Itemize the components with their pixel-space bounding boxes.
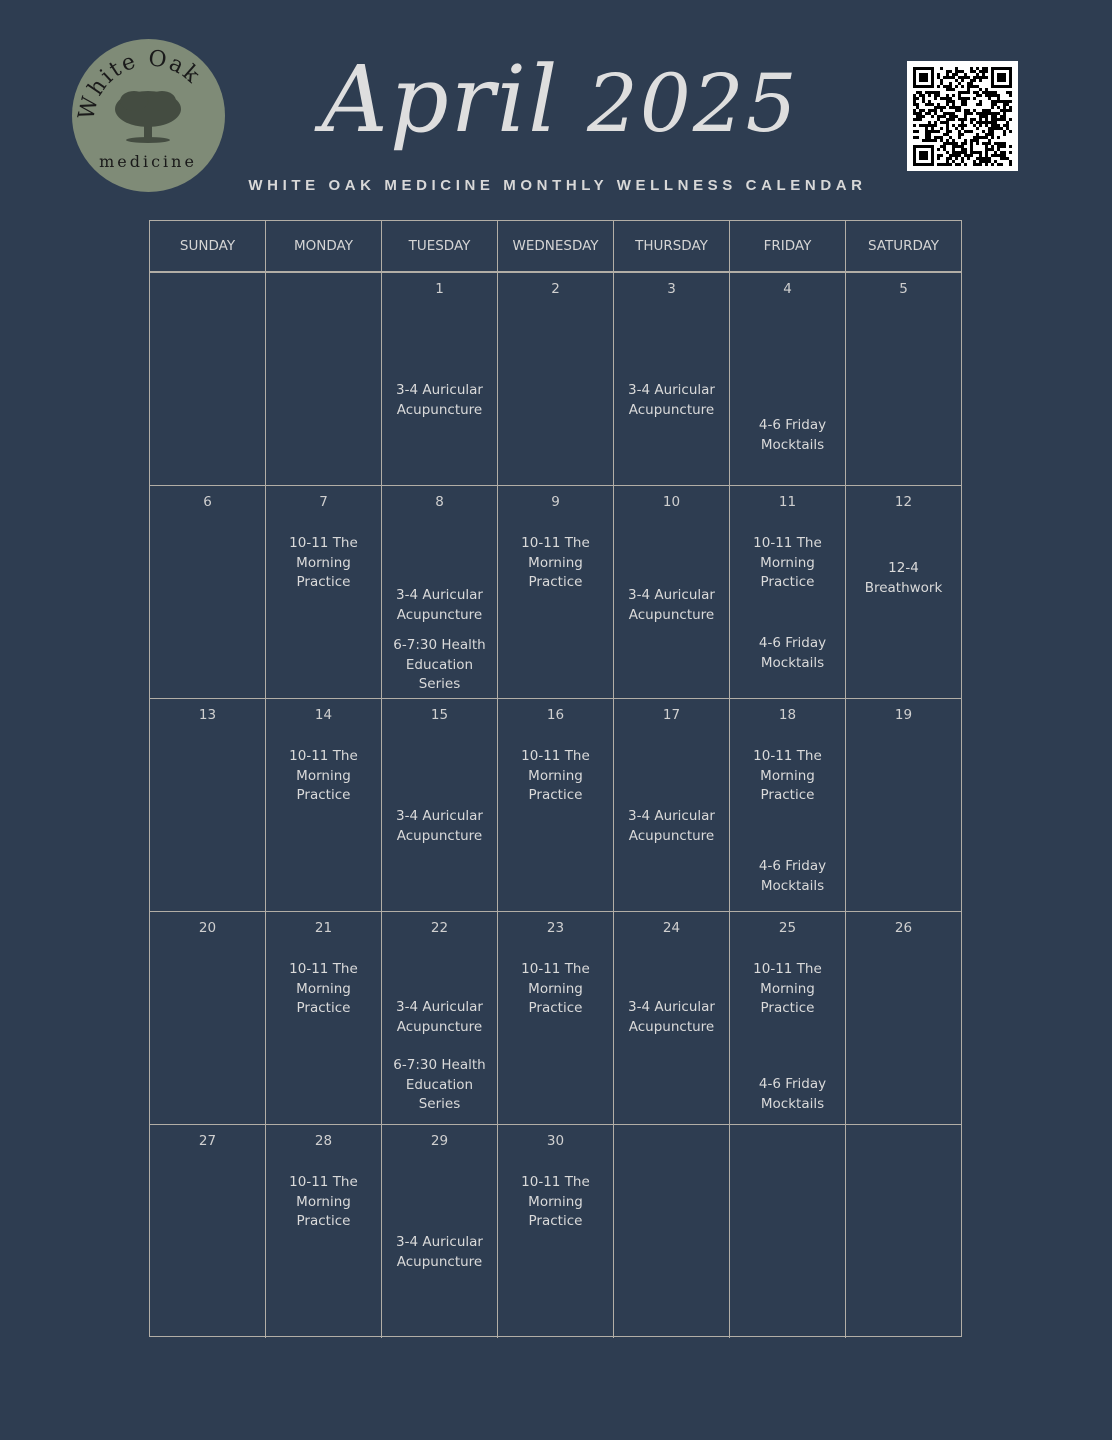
day-number: 19 <box>894 707 913 723</box>
day-number: 27 <box>198 1133 217 1149</box>
day-cell[interactable] <box>382 912 498 1124</box>
event-breathwork[interactable]: 12-4 Breathwork <box>864 560 943 596</box>
day-cell[interactable] <box>614 912 730 1124</box>
day-cell[interactable] <box>498 699 614 911</box>
day-number: 24 <box>662 920 681 936</box>
day-cell[interactable] <box>382 1125 498 1338</box>
day-cell[interactable] <box>846 486 961 698</box>
day-number: 8 <box>435 494 444 510</box>
calendar-week <box>150 912 961 1125</box>
day-cell[interactable] <box>730 912 846 1124</box>
day-cell[interactable] <box>382 486 498 698</box>
day-cell[interactable] <box>498 912 614 1124</box>
calendar-week <box>150 699 961 912</box>
event-morning[interactable]: 10-11 The Morning Practice <box>521 1174 590 1229</box>
event-mocktails[interactable]: 4-6 Friday Mocktails <box>758 417 827 453</box>
day-number: 15 <box>430 707 449 723</box>
event-mocktails[interactable]: 4-6 Friday Mocktails <box>758 635 827 671</box>
day-number: 16 <box>546 707 565 723</box>
day-number: 29 <box>430 1133 449 1149</box>
day-number: 3 <box>667 281 676 297</box>
svg-text:medicine: medicine <box>99 152 197 171</box>
event-health[interactable]: 6-7:30 Health Education Series <box>393 637 486 692</box>
page-title <box>300 30 820 170</box>
day-cell[interactable] <box>150 486 266 698</box>
day-number: 5 <box>899 281 908 297</box>
event-morning[interactable]: 10-11 The Morning Practice <box>289 961 358 1016</box>
event-auricular[interactable]: 3-4 Auricular Acupuncture <box>396 999 483 1035</box>
day-number: 2 <box>551 281 560 297</box>
event-morning[interactable]: 10-11 The Morning Practice <box>753 961 822 1016</box>
event-auricular[interactable]: 3-4 Auricular Acupuncture <box>396 808 483 844</box>
day-cell[interactable] <box>846 912 961 1124</box>
event-auricular[interactable]: 3-4 Auricular Acupuncture <box>396 382 483 418</box>
day-cell[interactable] <box>730 699 846 911</box>
event-mocktails[interactable]: 4-6 Friday Mocktails <box>758 1076 827 1112</box>
weekday-wednesday: WEDNESDAY <box>498 221 614 271</box>
day-cell[interactable] <box>266 486 382 698</box>
day-number: 18 <box>778 707 797 723</box>
day-cell[interactable] <box>614 486 730 698</box>
day-cell[interactable] <box>498 486 614 698</box>
logo <box>72 39 225 192</box>
day-cell[interactable] <box>150 912 266 1124</box>
day-cell[interactable] <box>730 273 846 485</box>
day-cell[interactable] <box>846 699 961 911</box>
event-auricular[interactable]: 3-4 Auricular Acupuncture <box>628 587 715 623</box>
event-morning[interactable]: 10-11 The Morning Practice <box>289 748 358 803</box>
day-cell[interactable] <box>150 1125 266 1338</box>
event-morning[interactable]: 10-11 The Morning Practice <box>521 535 590 590</box>
event-auricular[interactable]: 3-4 Auricular Acupuncture <box>396 1234 483 1270</box>
day-number: 13 <box>198 707 217 723</box>
day-cell[interactable] <box>266 1125 382 1338</box>
day-number: 1 <box>435 281 444 297</box>
event-auricular[interactable]: 3-4 Auricular Acupuncture <box>396 587 483 623</box>
event-auricular[interactable]: 3-4 Auricular Acupuncture <box>628 382 715 418</box>
day-cell[interactable] <box>150 273 266 485</box>
day-cell[interactable] <box>382 273 498 485</box>
calendar-week <box>150 1125 961 1338</box>
oak-tree-icon <box>72 39 225 192</box>
event-morning[interactable]: 10-11 The Morning Practice <box>753 748 822 803</box>
svg-text:White Oak: White Oak <box>74 46 206 123</box>
title-year: 2025 <box>587 57 799 150</box>
weekday-saturday: SATURDAY <box>867 238 940 254</box>
event-morning[interactable]: 10-11 The Morning Practice <box>521 961 590 1016</box>
day-number: 9 <box>551 494 560 510</box>
day-cell[interactable] <box>846 1125 961 1338</box>
day-number: 28 <box>314 1133 333 1149</box>
day-cell[interactable] <box>846 273 961 485</box>
day-number: 30 <box>546 1133 565 1149</box>
day-cell[interactable] <box>730 486 846 698</box>
event-morning[interactable]: 10-11 The Morning Practice <box>521 748 590 803</box>
title-month: April <box>321 46 560 153</box>
event-morning[interactable]: 10-11 The Morning Practice <box>289 535 358 590</box>
event-morning[interactable]: 10-11 The Morning Practice <box>289 1174 358 1229</box>
day-cell[interactable] <box>730 1125 846 1338</box>
day-number: 11 <box>778 494 797 510</box>
day-cell[interactable] <box>614 699 730 911</box>
weekday-tuesday: TUESDAY <box>382 221 498 271</box>
day-number: 25 <box>778 920 797 936</box>
day-number: 10 <box>662 494 681 510</box>
day-number: 22 <box>430 920 449 936</box>
weekday-thursday: THURSDAY <box>614 221 730 271</box>
day-number: 26 <box>894 920 913 936</box>
day-cell[interactable] <box>614 1125 730 1338</box>
day-number: 14 <box>314 707 333 723</box>
day-cell[interactable] <box>266 273 382 485</box>
day-number: 6 <box>203 494 212 510</box>
day-cell[interactable] <box>498 1125 614 1338</box>
day-number: 12 <box>894 494 913 510</box>
weekday-monday: MONDAY <box>266 221 382 271</box>
day-cell[interactable] <box>614 273 730 485</box>
event-health[interactable]: 6-7:30 Health Education Series <box>393 1057 486 1112</box>
day-cell[interactable] <box>382 699 498 911</box>
calendar-week <box>150 486 961 699</box>
event-morning[interactable]: 10-11 The Morning Practice <box>753 535 822 590</box>
day-number: 4 <box>783 281 792 297</box>
event-auricular[interactable]: 3-4 Auricular Acupuncture <box>628 999 715 1035</box>
event-auricular[interactable]: 3-4 Auricular Acupuncture <box>628 808 715 844</box>
qr-code-icon[interactable] <box>907 61 1018 171</box>
weekday-friday: FRIDAY <box>730 221 846 271</box>
page-subtitle: WHITE OAK MEDICINE MONTHLY WELLNESS CALENDAR <box>248 177 867 194</box>
day-number: 23 <box>546 920 565 936</box>
day-number: 21 <box>314 920 333 936</box>
calendar-week <box>150 273 961 486</box>
day-number: 17 <box>662 707 681 723</box>
weekday-sunday: SUNDAY <box>150 221 266 271</box>
calendar-grid <box>149 220 962 1337</box>
day-number: 20 <box>198 920 217 936</box>
day-cell[interactable] <box>266 699 382 911</box>
day-cell[interactable] <box>266 912 382 1124</box>
day-cell[interactable] <box>150 699 266 911</box>
event-mocktails[interactable]: 4-6 Friday Mocktails <box>758 858 827 894</box>
day-cell[interactable] <box>498 273 614 485</box>
day-number: 7 <box>319 494 328 510</box>
weekday-header <box>150 221 961 273</box>
